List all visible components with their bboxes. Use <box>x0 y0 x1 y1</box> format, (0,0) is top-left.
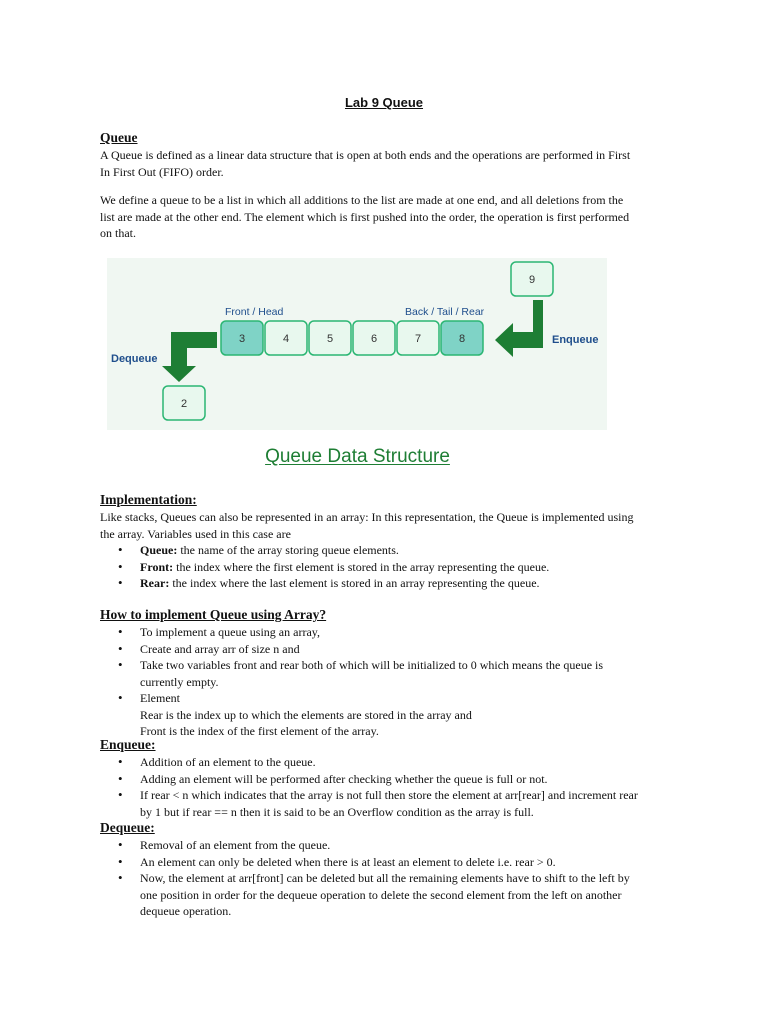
term-front: Front: <box>140 559 174 574</box>
queue-cell-value: 8 <box>458 333 466 345</box>
term-rear-desc: the index where the last element is stored in an array representing the queue. <box>169 576 540 590</box>
list-item: • An element can only be deleted when there is at least an element to delete i.e. rear > 0. <box>100 854 640 871</box>
list-item: • Element <box>100 690 640 707</box>
list-item: • Take two variables front and rear both of which will be initialized to 0 which means the queue is currently empty. <box>100 657 640 690</box>
implementation-paragraph: Like stacks, Queues can also be represented in an array: In this representation, the Queue is implemented using the array. Variables used in this case are <box>100 510 634 541</box>
dequeue-element-value: 2 <box>180 398 188 410</box>
queue-description: We define a queue to be a list in which all additions to the list are made at one end, and all deletions from the list are made at the other end. The element which is first pushed into the order, the operation is first performed on that. <box>100 193 630 240</box>
queue-cell-value: 7 <box>414 333 422 345</box>
list-item: • If rear < n which indicates that the array is not full then store the element at arr[rear] and increment rear by 1 but if rear == n then it is said to be an Overflow condition as the array is full. <box>100 787 640 820</box>
enqueue-arrow-icon <box>495 300 543 357</box>
queue-cell-value: 4 <box>282 333 290 345</box>
list-item: • Adding an element will be performed after checking whether the queue is full or not. <box>100 771 640 788</box>
dequeue-list <box>100 837 640 920</box>
implementation-list <box>100 542 640 592</box>
dequeue-label: Dequeue <box>111 353 158 365</box>
list-item: • To implement a queue using an array, <box>100 624 640 641</box>
how-to-heading: How to implement Queue using Array? <box>100 607 327 622</box>
term-queue: Queue: <box>140 543 178 557</box>
list-item: • Addition of an element to the queue. <box>100 754 640 771</box>
dequeue-arrow-icon <box>162 332 217 382</box>
lab-title: Lab 9 Queue <box>344 95 424 110</box>
queue-definition: A Queue is defined as a linear data structure that is open at both ends and the operations are performed in First In First Out (FIFO) order. <box>100 148 631 179</box>
list-item <box>100 575 640 592</box>
diagram-title: Queue Data Structure <box>265 446 450 467</box>
queue-cell-value: 6 <box>370 333 378 345</box>
enqueue-label: Enqueue <box>552 334 599 346</box>
front-head-label: Front / Head <box>225 306 284 318</box>
queue-cell-value: 3 <box>238 333 246 345</box>
term-rear: Rear: <box>140 576 170 590</box>
queue-cells <box>221 321 483 355</box>
how-to-list <box>100 624 640 740</box>
list-item-continuation: Front is the index of the first element of the array. <box>140 724 379 738</box>
list-item-continuation: Rear is the index up to which the elements are stored in the array and <box>140 707 472 722</box>
list-item: • Create and array arr of size n and <box>100 641 640 658</box>
term-front-desc: the index where the first element is stored in the array representing the queue. <box>173 559 550 574</box>
implementation-heading: Implementation: <box>100 492 197 507</box>
queue-diagram-svg <box>107 258 607 430</box>
list-item: • Now, the element at arr[front] can be deleted but all the remaining elements have to shift to the left by one position in order for the dequeue operation to delete the second element from the left on another dequeue operation. <box>100 870 640 920</box>
term-queue-desc: the name of the array storing queue elements. <box>177 543 399 557</box>
enqueue-element-value: 9 <box>528 274 536 286</box>
queue-cell-value: 5 <box>326 333 334 345</box>
list-item: • Removal of an element from the queue. <box>100 837 640 854</box>
queue-heading: Queue <box>100 130 138 145</box>
enqueue-heading: Enqueue: <box>100 737 156 752</box>
list-item <box>100 559 640 576</box>
dequeue-heading: Dequeue: <box>100 820 155 835</box>
queue-diagram <box>107 258 607 430</box>
back-tail-rear-label: Back / Tail / Rear <box>405 306 485 318</box>
list-item <box>100 542 640 559</box>
enqueue-list <box>100 754 640 820</box>
